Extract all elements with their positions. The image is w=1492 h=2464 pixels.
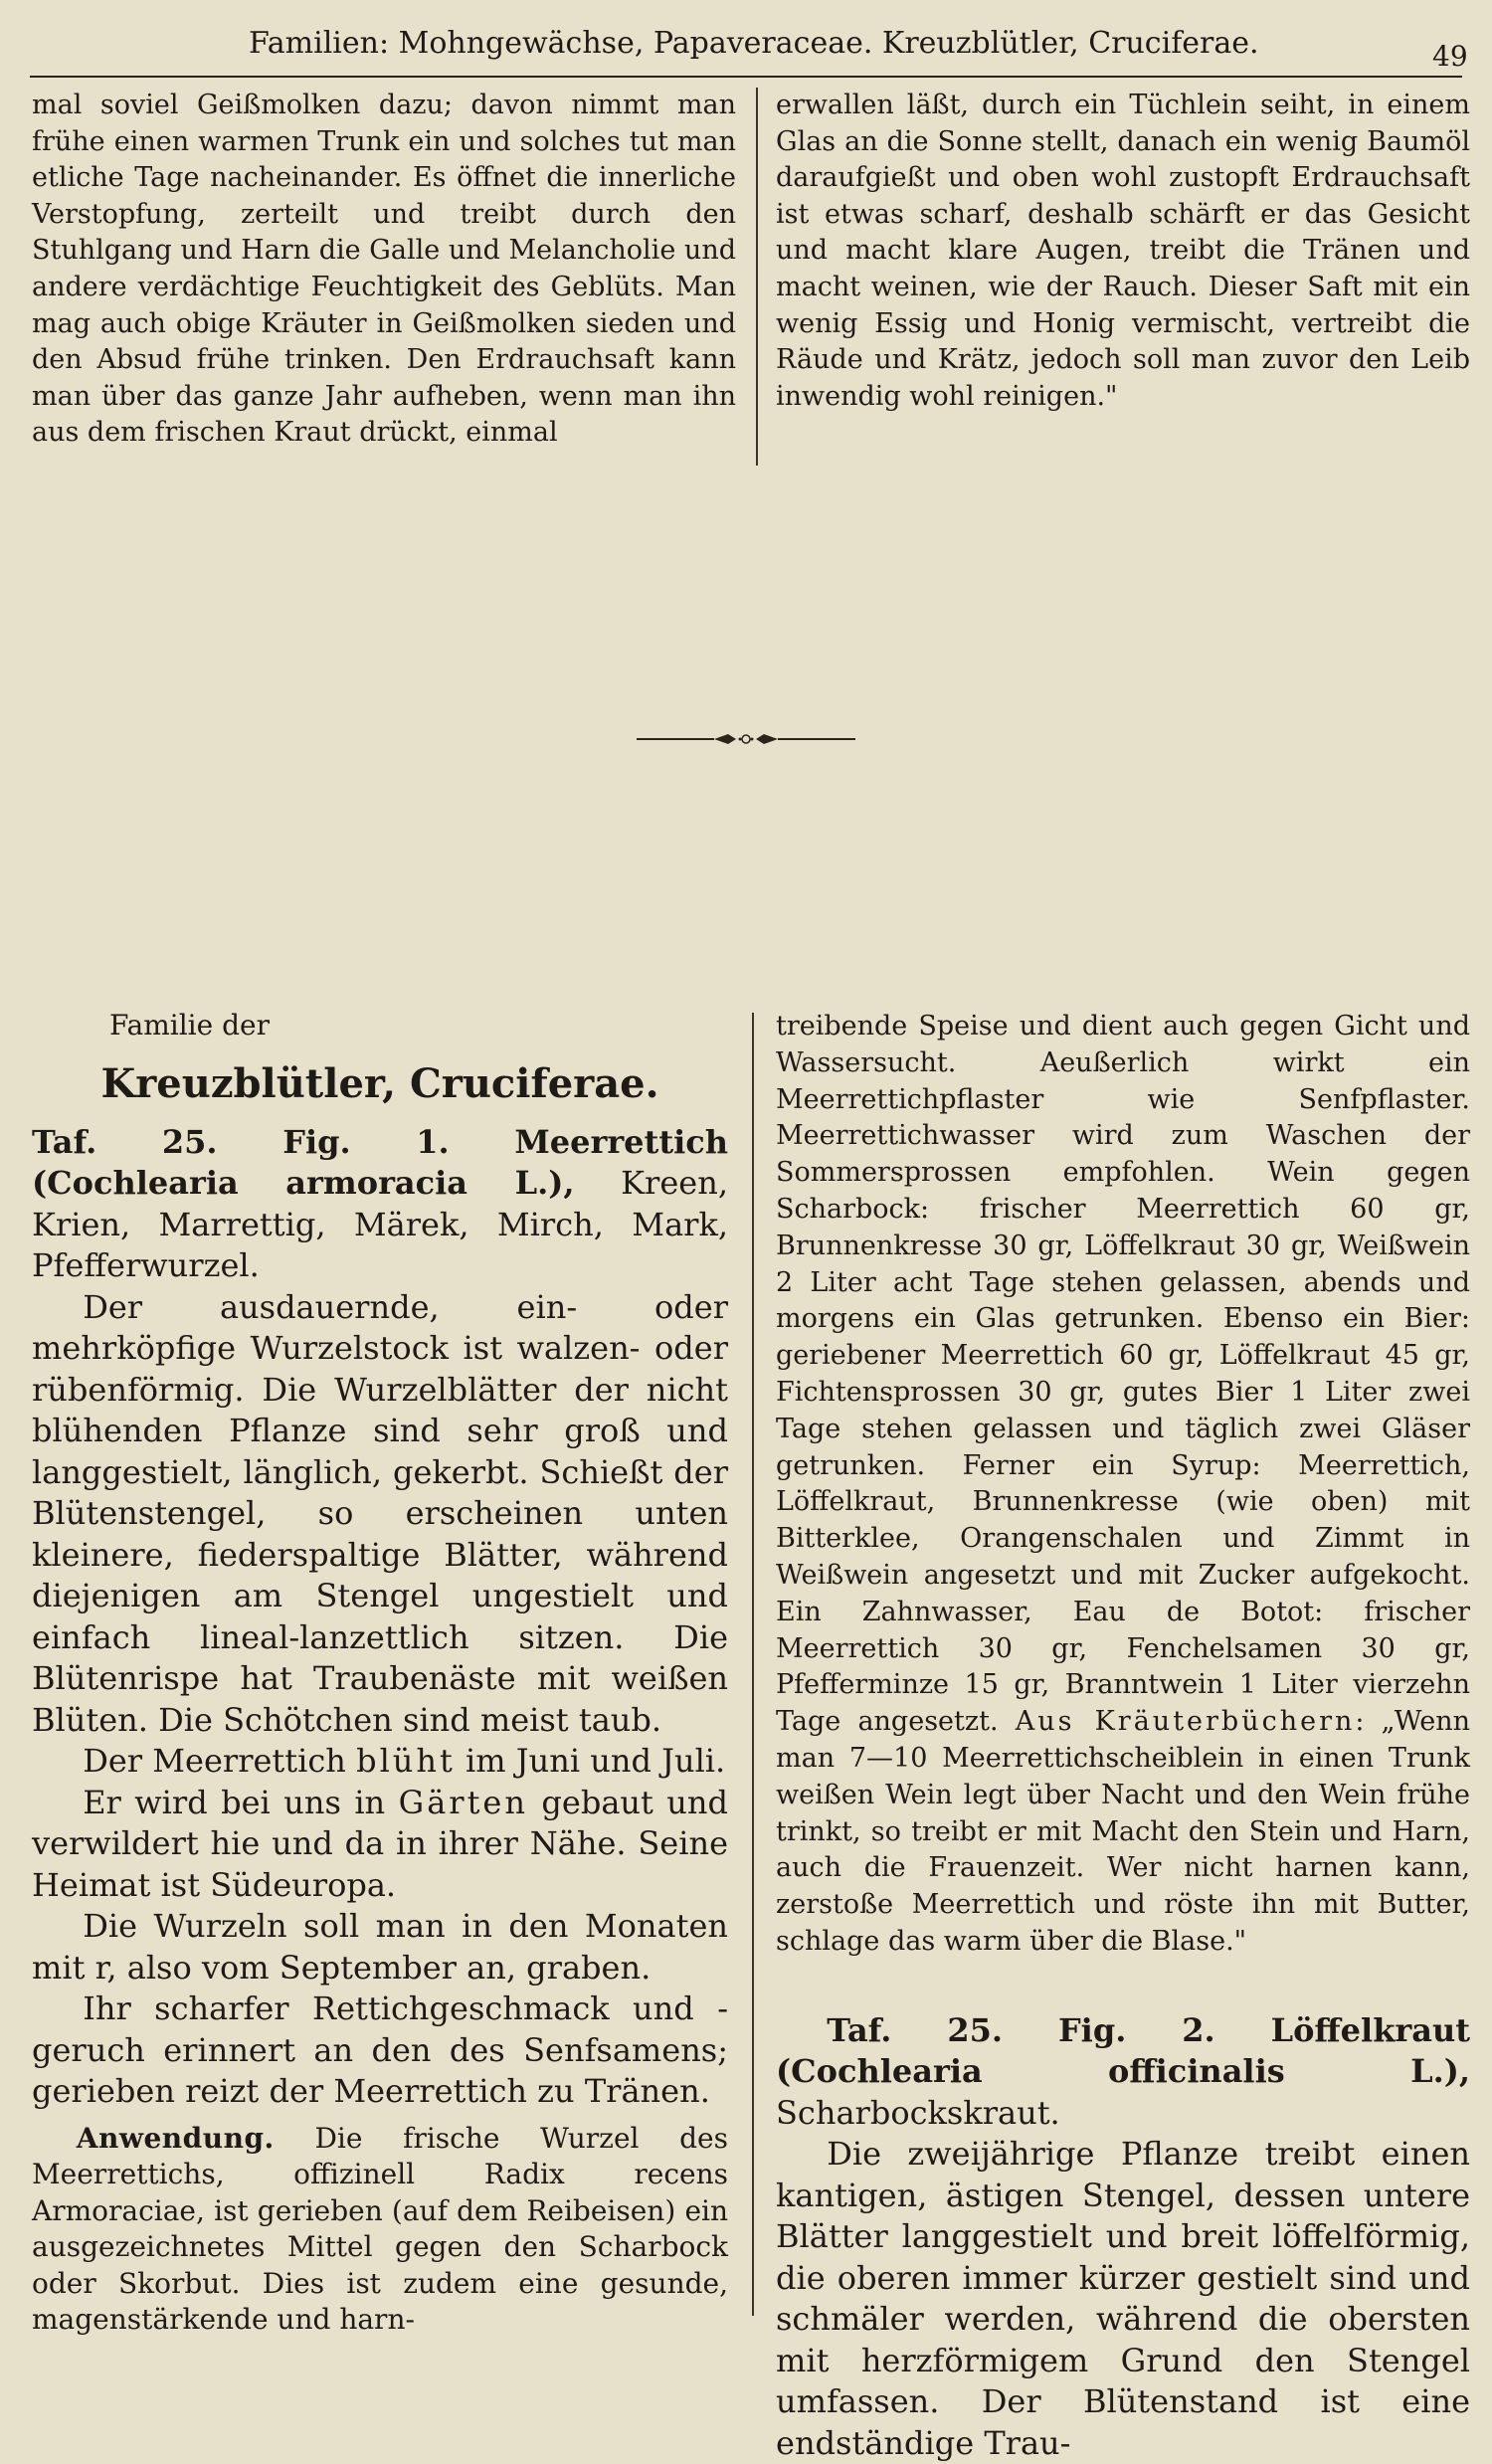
column-divider-top — [756, 88, 758, 466]
header-rule — [30, 76, 1462, 78]
header-title: Familien: Mohngewächse, Papaveraceae. Kreuzblütler, Cruciferae. — [249, 26, 1259, 61]
harvest-paragraph: Die Wurzeln soll man in den Monaten mit r, also vom September an, graben. — [32, 1907, 728, 1987]
herbal-books-quote: : „Wenn man 7—10 Meerrettichscheiblein in einen Trunk weißen Wein legt über Nacht und den Wein frühe trinkt, so treibt er mit Macht den Stein und Harn, auch die Frauenzeit. Wer nicht harnen kann, zerstoße Meerrettich und röste ihn mit Butter, schlage das warm über die Blase." — [776, 1706, 1471, 1957]
entry-loeffelkraut-heading — [776, 2010, 1470, 2135]
running-header — [249, 18, 1263, 68]
top-right-text: erwallen läßt, durch ein Tüchlein seiht, in einem Glas an die Sonne stellt, danach ein wenig Baumöl daraufgießt und oben wohl zustopft Erdrauchsaft ist etwas scharf, deshalb schärft er das Gesicht und macht klare Augen, treibt die Tränen und macht weinen, wie der Rauch. Dieser Saft mit ein wenig Essig und Honig vermischt, vertreibt die Räude und Krätz, jedoch soll man zuvor den Leib inwendig wohl reinigen." — [776, 90, 1470, 412]
family-heading: Kreuzblütler, Cruciferae. — [100, 1059, 659, 1107]
habitat-pre: Er wird bei uns in — [83, 1783, 399, 1821]
usage-label: Anwendung. — [76, 2121, 275, 2155]
entry2-description: Die zweijährige Pflanze treibt einen kantigen, ästigen Stengel, dessen untere Blätter langgestielt und breit löffelförmig, die oberen immer kürzer gestielt sind und schmäler werden, während die obersten mit herzförmigem Grund den Stengel umfassen. Der Blütenstand ist eine endständige Trau- — [776, 2135, 1470, 2462]
family-label: Familie der — [109, 1009, 270, 1042]
entry-loeffelkraut — [776, 2010, 1470, 2464]
taste-paragraph: Ihr scharfer Rettichgeschmack und -geruch erinnert an den des Senfsamens; gerieben reizt der Meerrettich zu Tränen. — [32, 1990, 728, 2110]
entry2-synonyms: Scharbockskraut. — [776, 2093, 1060, 2132]
flowering-keyword: blüht — [356, 1742, 456, 1780]
habitat-paragraph — [32, 1783, 728, 1907]
top-left-column — [32, 88, 736, 452]
ornament-divider — [637, 724, 855, 754]
description-paragraph: Der ausdauernde, ein- oder mehrköpfige Wurzelstock ist walzen- oder rübenförmig. Die Wurzelblätter der nicht blühenden Pflanze sind sehr groß und langgestielt, länglich, gekerbt. Schießt der Blütenstengel, so erscheinen unten kleinere, fiederspaltige Blätter, während diejenigen am Stengel ungestielt und einfach lineal-lanzettlich sitzen. Die Blütenrispe hat Traubenäste mit weißen Blüten. Die Schötchen sind meist taub. — [32, 1287, 728, 1739]
entry-synonyms: Kreen, Krien, Marrettig, Märek, Mirch, Mark, Pfefferwurzel. — [32, 1164, 729, 1284]
bottom-right-column — [776, 1009, 1470, 2464]
top-left-text: mal soviel Geißmolken dazu; davon nimmt man frühe einen warmen Trunk ein und solches tut man etliche Tage nacheinander. Es öffnet die innerliche Verstopfung, zerteilt und treibt durch den Stuhlgang und Harn die Galle und Melancholie und andere verdächtige Feuchtigkeit des Geblüts. Man mag auch obige Kräuter in Geißmolken sieden und den Absud frühe trinken. Den Erdrauchsaft kann man über das ganze Jahr aufheben, wenn man ihn aus dem frischen Kraut drückt, einmal — [32, 90, 736, 449]
bottom-left-column — [32, 1005, 728, 2339]
habitat-keyword: Gärten — [398, 1783, 528, 1821]
column-divider-bottom — [752, 1013, 754, 2316]
top-right-column — [776, 88, 1470, 415]
entry2-heading-label: Taf. 25. Fig. 2. Löffelkraut (Cochlearia officinalis L.), — [776, 2010, 1470, 2091]
flowering-pre: Der Meerrettich — [83, 1742, 357, 1780]
usage-continuation-text: treibende Speise und dient auch gegen Gicht und Wassersucht. Aeußerlich wirkt ein Meerrettichpflaster wie Senfpflaster. Meerrettichwasser wird zum Waschen der Sommersprossen empfohlen. Wein gegen Scharbock: frischer Meerrettich 60 gr, Brunnenkresse 30 gr, Löffelkraut 30 gr, Weißwein 2 Liter acht Tage stehen gelassen, abends und morgens ein Glas getrunken. Ebenso ein Bier: geriebener Meerrettich 60 gr, Löffelkraut 45 gr, Fichtensprossen 30 gr, gutes Bier 1 Liter zwei Tage stehen gelassen und täglich zwei Gläser getrunken. Ferner ein Syrup: Meerrettich, Löffelkraut, Brunnenkresse (wie oben) mit Bitterklee, Orangenschalen und Zimmt in Weißwein angesetzt und mit Zucker aufgekocht. Ein Zahnwasser, Eau de Botot: frischer Meerrettich 30 gr, Fenchelsamen 30 gr, Pfefferminze 15 gr, Branntwein 1 Liter vierzehn Tage angesetzt. — [776, 1011, 1470, 1738]
habitat-post: gebaut und verwildert hie und da in ihrer Nähe. Seine Heimat ist Südeuropa. — [32, 1783, 729, 1904]
usage-continuation — [776, 1009, 1470, 1961]
flowering-post: im Juni und Juli. — [455, 1742, 726, 1780]
flowering-paragraph — [32, 1741, 728, 1783]
entry-meerrettich-heading — [32, 1122, 728, 1287]
herbal-books-keyword: Aus Kräuterbüchern — [1015, 1706, 1356, 1738]
usage-text: Die frische Wurzel des Meerrettichs, offizinell Radix recens Armoraciae, ist gerieben (auf dem Reibeisen) ein ausgezeichnetes Mittel gegen den Scharbock oder Skorbut. Dies ist zudem eine gesunde, magenstärkende und harn- — [32, 2121, 728, 2336]
entry-heading-label: Taf. 25. Fig. 1. Meerrettich (Cochlearia armoracia L.), — [32, 1122, 728, 1202]
usage-paragraph — [32, 2121, 728, 2339]
page-number: 49 — [1432, 40, 1468, 73]
